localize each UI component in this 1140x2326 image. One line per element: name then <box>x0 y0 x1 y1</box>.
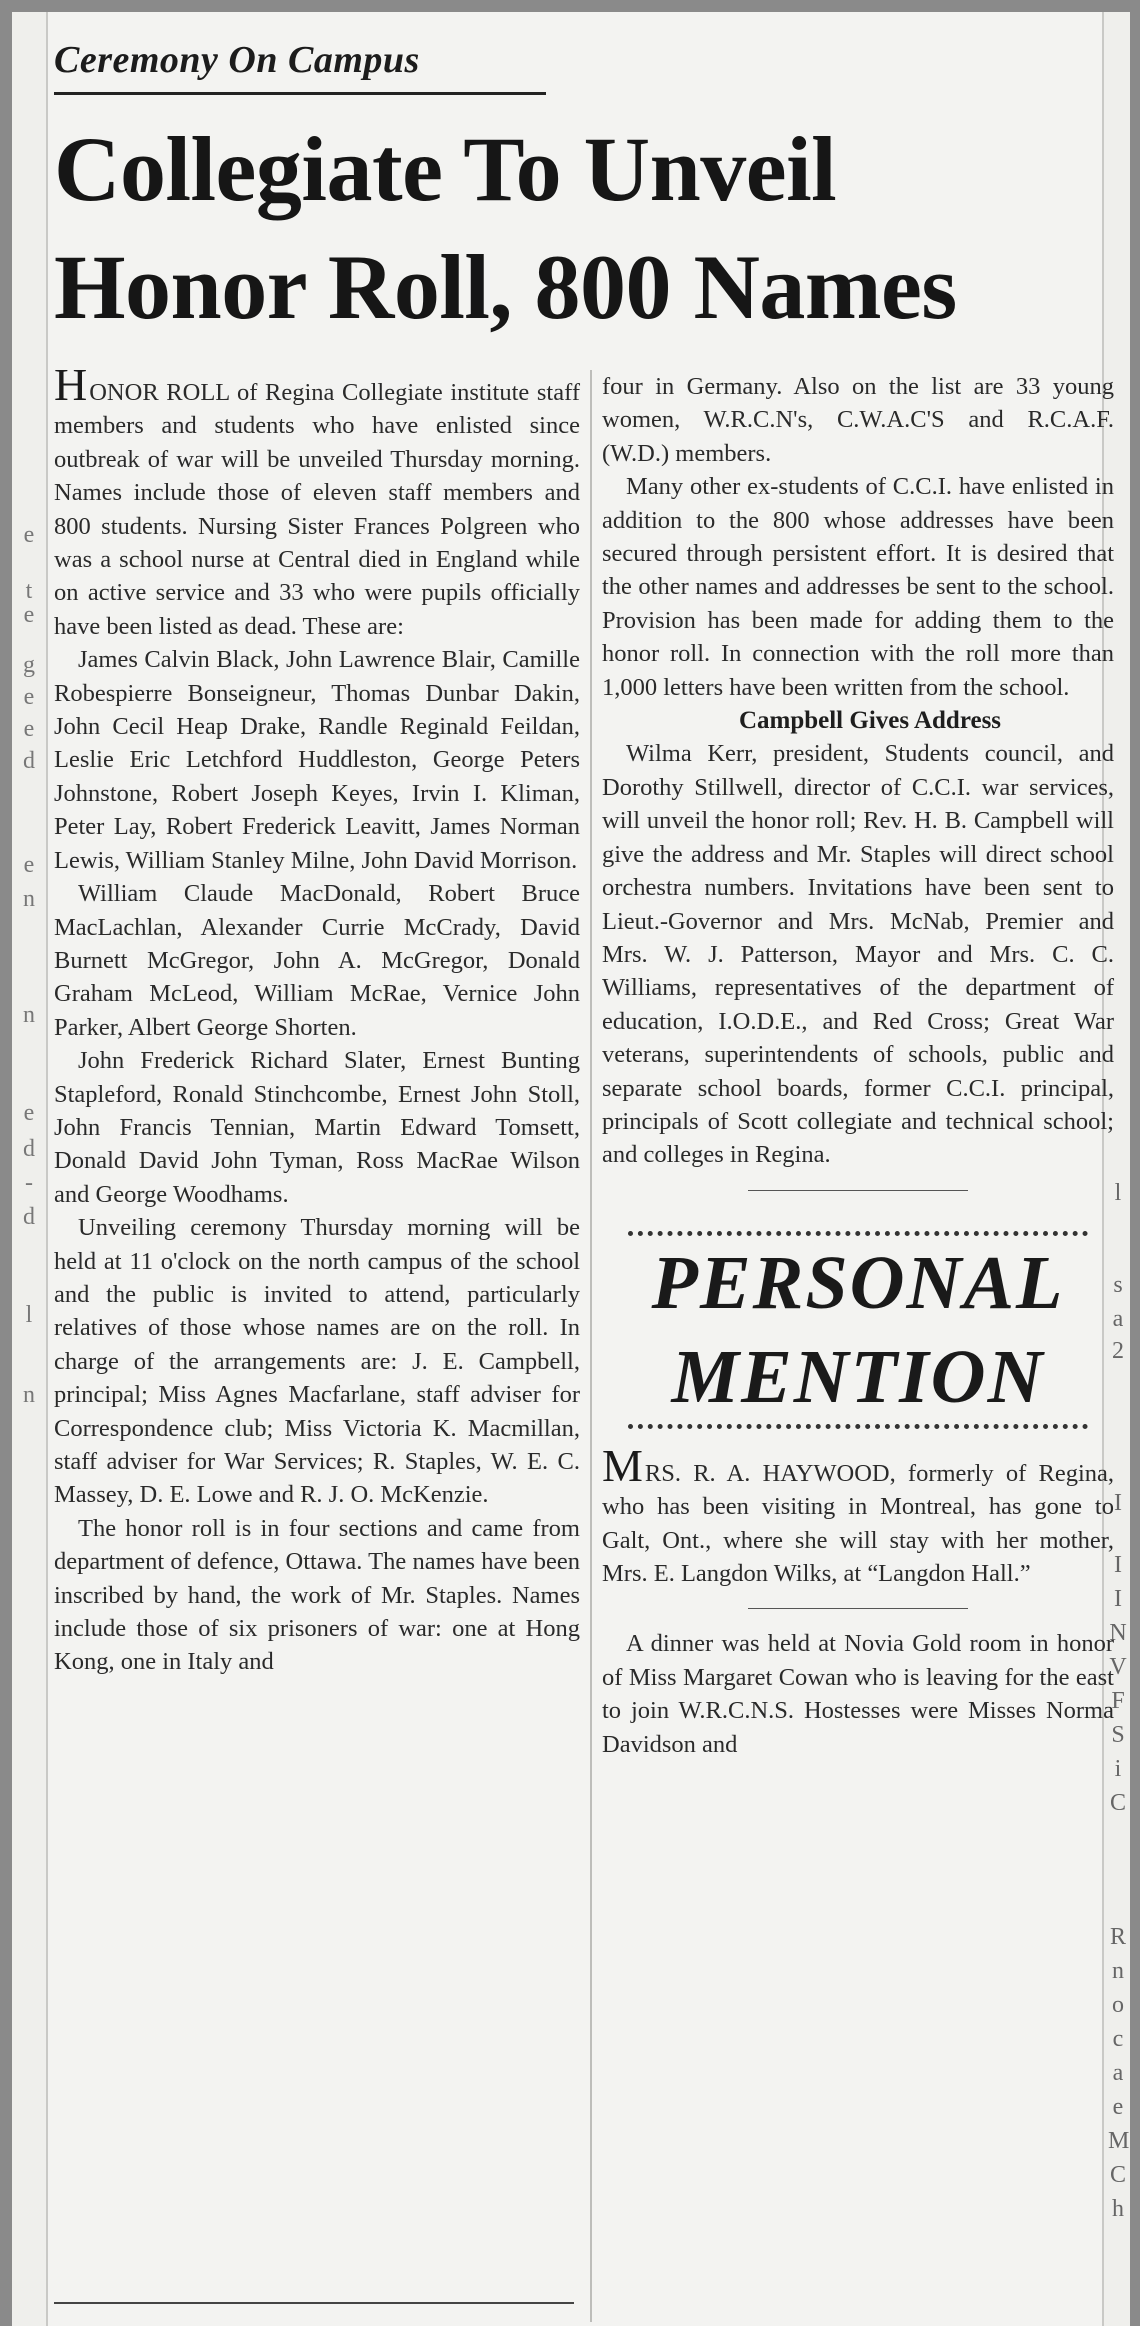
article-paragraph: The honor roll is in four sections and came from department of defence, Ottawa. The names have been inscribed by hand, the work of Mr. Staples. Names include those of six prisoners of war: one at Hong Kong, one in Italy and <box>54 1514 580 1676</box>
right-fragment: V <box>1109 1654 1127 1680</box>
personal-paragraph: MRS. R. A. HAYWOOD, formerly of Regina, who has been visiting in Montreal, has gone to Galt, Ont., where she will stay with her mother, Mrs. E. Langdon Wilks, at “Langdon Hall.” <box>602 1439 1114 1587</box>
left-fragment: n <box>23 1002 35 1028</box>
drop-cap: H <box>54 359 88 410</box>
right-fragment: h <box>1112 2196 1124 2222</box>
right-fragment: R <box>1109 1924 1126 1950</box>
newspaper-page <box>12 12 1130 2326</box>
left-fragment: e <box>23 716 35 742</box>
kicker-underline <box>54 92 546 95</box>
right-fragment: S <box>1111 1722 1125 1748</box>
right-fragment: s <box>1113 1272 1123 1298</box>
article-paragraph: Many other ex-students of C.C.I. have enlisted in addition to the 800 whose addresses have been secured through persistent effort. It is desired that the other names and addresses be sent to the school. Provision has been made for adding them to the honor roll. In connection with the roll more than 1,000 letters have been written from the school. <box>602 473 1114 701</box>
right-fragment: 2 <box>1112 1338 1124 1364</box>
left-fragment: e <box>23 1100 35 1126</box>
right-fragment: I <box>1114 1490 1122 1516</box>
right-fragment: F <box>1111 1688 1125 1714</box>
right-fragment: n <box>1112 1958 1124 1984</box>
headline-line-1: Collegiate To Unveil <box>54 118 837 220</box>
headline <box>54 110 1114 346</box>
right-fragment: C <box>1109 1790 1126 1816</box>
right-fragment: i <box>1114 1756 1122 1782</box>
left-fragment: e <box>23 852 35 878</box>
column-divider <box>590 370 592 2322</box>
left-fragment: d <box>23 1204 35 1230</box>
drop-cap: M <box>602 1439 643 1491</box>
article-paragraph: HONOR ROLL of Regina Collegiate institute staff members and students who have enlisted since outbreak of war will be unveiled Thursday morning. Names include those of eleven staff members and 800 students. Nursing Sister Frances Polgreen who was a school nurse at Central died in England while on active service and 33 who were pupils officially have been listed as dead. These are: <box>54 359 580 640</box>
article-column-right <box>602 370 1114 1761</box>
personal-mention-heading <box>602 1236 1114 1424</box>
left-fragment: n <box>23 1382 35 1408</box>
right-fragment: c <box>1112 2026 1124 2052</box>
article-paragraph: William Claude MacDonald, Robert Bruce MacLachlan, Alexander Currie McCrady, David Burnett McGregor, John A. McGregor, Donald Graham McLeod, William McRae, Vernice John Parker, Albert George Shorten. <box>54 880 580 1041</box>
right-fragment: I <box>1114 1552 1122 1578</box>
right-fragment: e <box>1112 2094 1124 2120</box>
subheading: Campbell Gives Address <box>738 707 1002 735</box>
article-paragraph: John Frederick Richard Slater, Ernest Bunting Stapleford, Ronald Stinchcombe, Ernest John Stoll, John Francis Tennian, Martin Edward Tomsett, Donald David John Tyman, Ross MacRae Wilson and George Woodhams. <box>54 1047 580 1208</box>
left-fragment: l <box>25 1302 33 1328</box>
left-margin-strip <box>12 12 48 2326</box>
right-fragment: N <box>1109 1620 1127 1646</box>
right-fragment: o <box>1112 1992 1124 2018</box>
heading-line-1: PERSONAL <box>651 1240 1065 1325</box>
article-paragraph: four in Germany. Also on the list are 33 young women, W.R.C.N's, C.W.A.C'S and R.C.A.F. (W.D.) members. <box>602 373 1114 467</box>
kicker: Ceremony On Campus <box>54 39 420 81</box>
column-bottom-rule <box>54 2302 574 2304</box>
article-paragraph: Unveiling ceremony Thursday morning will be held at 11 o'clock on the north campus of the school and the public is invited to attend, particularly relatives of those whose names are on the roll. In charge of the arrangements are: J. E. Campbell, principal; Miss Agnes Macfarlane, staff adviser for Correspondence club; Miss Victoria K. Macmillan, staff adviser for War Services; R. Staples, W. E. C. Massey, D. E. Lowe and R. J. O. McKenzie. <box>54 1214 580 1509</box>
left-fragment: g <box>23 652 35 678</box>
left-fragment: e <box>23 684 35 710</box>
left-fragment: e <box>23 522 35 548</box>
right-fragment: a <box>1112 1306 1124 1332</box>
left-fragment: - <box>25 1170 33 1196</box>
left-fragment: d <box>23 748 35 774</box>
left-fragment: n <box>23 886 35 912</box>
personal-paragraph: A dinner was held at Novia Gold room in honor of Miss Margaret Cowan who is leaving for the east to join W.R.C.N.S. Hostesses were Misses Norma Davidson and <box>602 1630 1114 1758</box>
right-fragment: I <box>1114 1586 1122 1612</box>
right-fragment: M <box>1108 2128 1130 2154</box>
left-fragment: t <box>25 578 33 604</box>
heading-line-2: MENTION <box>671 1334 1045 1419</box>
right-fragment: l <box>1114 1180 1122 1206</box>
article-column-left <box>54 359 580 1679</box>
headline-line-2: Honor Roll, 800 Names <box>54 236 957 338</box>
right-fragment: C <box>1109 2162 1126 2188</box>
article-paragraph: James Calvin Black, John Lawrence Blair, Camille Robespierre Bonseigneur, Thomas Dunbar Dakin, John Cecil Heap Drake, Randle Reginald Feildan, Leslie Eric Letchford Huddleston, George Peters Johnstone, Robert Joseph Keyes, Irvin I. Kliman, Peter Lay, Robert Frederick Leavitt, James Norman Lewis, William Stanley Milne, John David Morrison. <box>54 646 580 874</box>
article-paragraph: Wilma Kerr, president, Students council, and Dorothy Stillwell, director of C.C.I. war services, will unveil the honor roll; Rev. H. B. Campbell will give the address and Mr. Staples will direct school orchestra numbers. Invitations have been sent to Lieut.-Governor and Mrs. McNab, Premier and Mrs. W. J. Patterson, Mayor and Mrs. C. C. Williams, representatives of the department of education, I.O.D.E., and Red Cross; Great War veterans, superintendents of schools, public and separate school boards, former C.C.I. principal, principals of Scott collegiate and technical school; and colleges in Regina. <box>602 740 1114 1169</box>
right-fragment: a <box>1112 2060 1124 2086</box>
left-fragment: d <box>23 1136 35 1162</box>
left-fragment: e <box>23 602 35 628</box>
